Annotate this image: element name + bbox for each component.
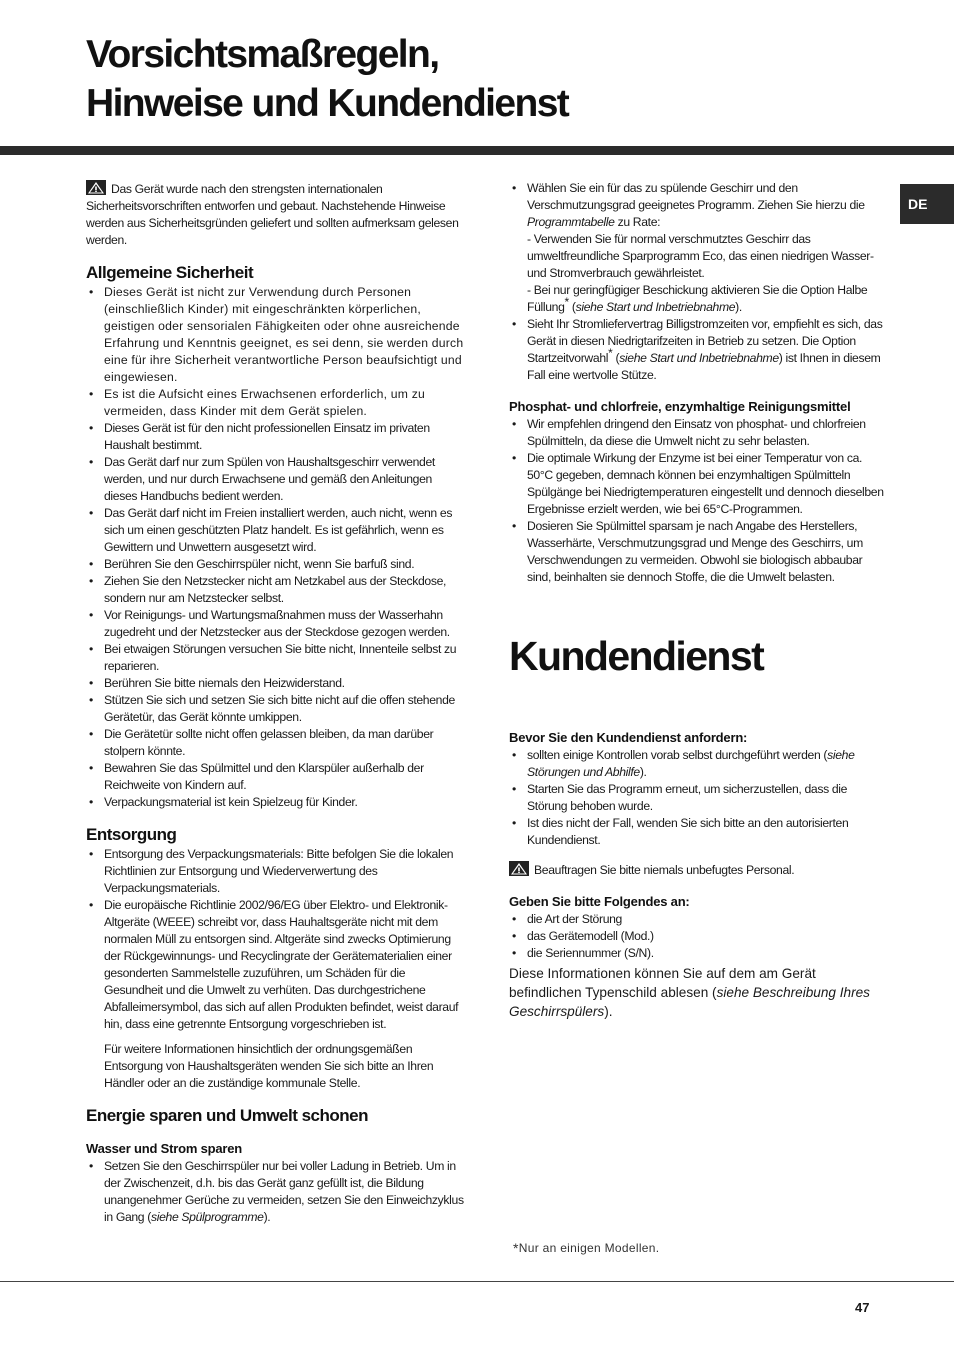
service-warning (509, 861, 887, 879)
footnote-star: * (564, 295, 569, 309)
list-item: • Entsorgung des Verpackungsmaterials: Bitte befolgen Sie die lokalen Richtlinien zur Entsorgung und Wiederverwertung des Verpackungsmaterials. (86, 846, 466, 897)
list-item: • sollten einige Kontrollen vorab selbst durchgeführt werden (siehe Störungen und Abhilfe). (509, 747, 887, 781)
provide-info-list (509, 911, 887, 962)
general-safety-list (86, 284, 466, 811)
list-item: • die Art der Störung (509, 911, 887, 928)
list-item: • die Seriennummer (S/N). (509, 945, 887, 962)
list-item: • Starten Sie das Programm erneut, um sicherzustellen, dass die Störung behoben wurde. (509, 781, 887, 815)
reference-link: siehe Spülprogramme (150, 1210, 264, 1224)
title-line-2: Hinweise und Kundendienst (86, 82, 569, 125)
list-item: • Die europäische Richtlinie 2002/96/EG über Elektro- und Elektronik-Altgeräte (WEEE) schreibt vor, dass Hauhaltsgeräte nicht mit dem normalen Müll zu entsorgen sind. Altgeräte sind zwecks Optimierung der Rückgewinnungs- und Recyclingrate der Gerätematerialien einer gesonderten Sammelstelle zuzuführen, um Schäden für die Gesundheit und die Umwelt zu verhüten. Das durchgestrichene Abfalleimersymbol, das sich auf allen Produkten befindet, weist darauf hin, dass eine getrennte Entsorgung vorgeschrieben ist. (86, 897, 466, 1033)
general-safety-heading: Allgemeine Sicherheit (86, 263, 254, 282)
reference-link: siehe Beschreibung Ihres Geschirrspülers (509, 985, 870, 1019)
list-item: • Bei etwaigen Störungen versuchen Sie bitte nicht, Innenteile selbst zu reparieren. (86, 641, 466, 675)
footnote-star: * (513, 1240, 519, 1256)
before-service-list (509, 747, 887, 849)
footnote-text: Nur an einigen Modellen. (518, 1241, 660, 1255)
footnote (513, 1240, 659, 1256)
reference-link: siehe Start und Inbetriebnahme (619, 351, 779, 365)
water-power-subheading: Wasser und Strom sparen (86, 1141, 243, 1156)
language-tab: DE (900, 184, 954, 224)
before-service-heading: Bevor Sie den Kundendienst anfordern: (509, 730, 748, 745)
page-number: 47 (855, 1300, 870, 1315)
rating-plate-info: Diese Informationen können Sie auf dem am Gerät befindlichen Typenschild ablesen (siehe Beschreibung Ihres Geschirrspülers). (509, 966, 870, 1019)
energy-list-continued (509, 180, 887, 384)
list-item: • Berühren Sie den Geschirrspüler nicht, wenn Sie barfuß sind. (86, 556, 466, 573)
detergent-heading: Phosphat- und chlorfreie, enzymhaltige Reinigungsmittel (509, 399, 851, 414)
list-item: • Die Gerätetür sollte nicht offen gelassen bleiben, da man darüber stolpern könnte. (86, 726, 466, 760)
list-item: • das Gerätemodell (Mod.) (509, 928, 887, 945)
disposal-heading: Entsorgung (86, 825, 177, 844)
list-item: • Die optimale Wirkung der Enzyme ist bei einer Temperatur von ca. 50°C gegeben, demnach können bei enzymhaltigen Spülmitteln Spülgänge bei Niedrigtemperaturen eingestellt und dennoch dieselben Ergebnisse erzielt werden, wie bei 65°C-Programmen. (509, 450, 887, 518)
disposal-list (86, 846, 466, 1033)
list-item: • Das Gerät darf nicht im Freien installiert werden, auch nicht, wenn es sich um einen geschützten Platz handelt. Es ist gefährlich, wenn es Gewittern und Unwettern ausgesetzt wird. (86, 505, 466, 556)
header-rule (0, 146, 954, 155)
list-item: • Es ist die Aufsicht eines Erwachsenen erforderlich, um zu vermeiden, dass Kinder mit dem Gerät spielen. (86, 386, 466, 420)
list-item: • Berühren Sie bitte niemals den Heizwiderstand. (86, 675, 466, 692)
reference-link: siehe Störungen und Abhilfe (527, 748, 855, 779)
intro-paragraph (86, 180, 466, 249)
warning-icon (509, 861, 529, 876)
list-item: • Ist dies nicht der Fall, wenden Sie sich bitte an den autorisierten Kundendienst. (509, 815, 887, 849)
list-item: • Das Gerät darf nur zum Spülen von Haushaltsgeschirr verwendet werden, und nur durch Erwachsene und gemäß den Anleitungen dieses Handbuchs bedient werden. (86, 454, 466, 505)
reference-link: Programmtabelle (527, 215, 615, 229)
page-title (86, 30, 568, 128)
detergent-list (509, 416, 887, 586)
list-item: • Ziehen Sie den Netzstecker nicht am Netzkabel aus der Steckdose, sondern nur am Netzstecker selbst. (86, 573, 466, 607)
service-title: Kundendienst (509, 633, 764, 679)
warning-icon (86, 180, 106, 195)
list-item: • Bewahren Sie das Spülmittel und den Klarspüler außerhalb der Reichweite von Kindern auf. (86, 760, 466, 794)
provide-info-heading: Geben Sie bitte Folgendes an: (509, 894, 690, 909)
warning-text: Beauftragen Sie bitte niemals unbefugtes Personal. (534, 863, 795, 877)
right-column (509, 180, 887, 1021)
disposal-note: Für weitere Informationen hinsichtlich der ordnungsgemäßen Entsorgung von Haushaltsgeräten wenden Sie sich bitte an Ihren Händler oder an die zuständige kommunale Stelle. (104, 1042, 434, 1090)
left-column (86, 180, 466, 1226)
footnote-star: * (608, 346, 613, 360)
list-item: • Stützen Sie sich und setzen Sie sich bitte nicht auf die offen stehende Gerätetür, das Gerät könnte umkippen. (86, 692, 466, 726)
list-item: • Wir empfehlen dringend den Einsatz von phosphat- und chlorfreien Spülmitteln, da diese die Umwelt nicht zu sehr belasten. (509, 416, 887, 450)
list-item: • Dieses Gerät ist nicht zur Verwendung durch Personen (einschließlich Kinder) mit eingeschränkten körperlichen, geistigen oder sensorialen Fähigkeiten oder ohne ausreichende Erfahrung und Kenntnis geeignet, es sei denn, sie werden durch eine für ihre Sicherheit verantwortliche Person beaufsichtigt und eingewiesen. (86, 284, 466, 386)
list-item: • Sieht Ihr Stromliefervertrag Billigstromzeiten vor, empfiehlt es sich, das Gerät in diesen Niedrigtarifzeiten in Betrieb zu setzen. Die Option Startzeitvorwahl* (siehe Start und Inbetriebnahme) ist Ihnen in diesem Fall eine wertvolle Stütze. (509, 316, 887, 384)
list-item: • Verpackungsmaterial ist kein Spielzeug für Kinder. (86, 794, 466, 811)
list-item: • Setzen Sie den Geschirrspüler nur bei voller Ladung in Betrieb. Um in der Zwischenzeit, d.h. bis das Gerät ganz gefüllt ist, die Bildung unangenehmer Gerüche zu vermeiden, setzen Sie den Einweichzyklus in Gang (siehe Spülprogramme). (86, 1158, 466, 1226)
reference-link: siehe Start und Inbetriebnahme (575, 300, 736, 314)
energy-heading: Energie sparen und Umwelt schonen (86, 1106, 369, 1125)
intro-text: Das Gerät wurde nach den strengsten internationalen Sicherheitsvorschriften entworfen und gebaut. Nachstehende Hinweise werden aus Sicherheitsgründen geliefert und sollten aufmerksam gelesen werden. (86, 182, 459, 247)
energy-list (86, 1158, 466, 1226)
title-line-1: Vorsichtsmaßregeln, (86, 33, 439, 76)
list-item: • Vor Reinigungs- und Wartungsmaßnahmen muss der Wasserhahn zugedreht und der Netzstecker aus der Steckdose gezogen werden. (86, 607, 466, 641)
footer-rule (0, 1281, 954, 1282)
list-item: • Wählen Sie ein für das zu spülende Geschirr und den Verschmutzungsgrad geeignetes Programm. Ziehen Sie hierzu die Programmtabelle zu Rate: - Verwenden Sie für normal verschmutztes Geschirr das umweltfreundliche Sparprogramm Eco, das einen niedrigen Wasser- und Stromverbrauch gewährleistet. - Bei nur geringfügiger Beschickung aktivieren Sie die Option Halbe Füllung* (siehe Start und Inbetriebnahme). (509, 180, 887, 316)
list-item: • Dieses Gerät ist für den nicht professionellen Einsatz im privaten Haushalt bestimmt. (86, 420, 466, 454)
list-item: • Dosieren Sie Spülmittel sparsam je nach Angabe des Herstellers, Wasserhärte, Verschmutzungsgrad und Menge des Geschirrs, um Verschwendungen zu vermeiden. Obwohl sie biologisch abbaubar sind, beinhalten sie dennoch Stoffe, die die Umwelt belasten. (509, 518, 887, 586)
